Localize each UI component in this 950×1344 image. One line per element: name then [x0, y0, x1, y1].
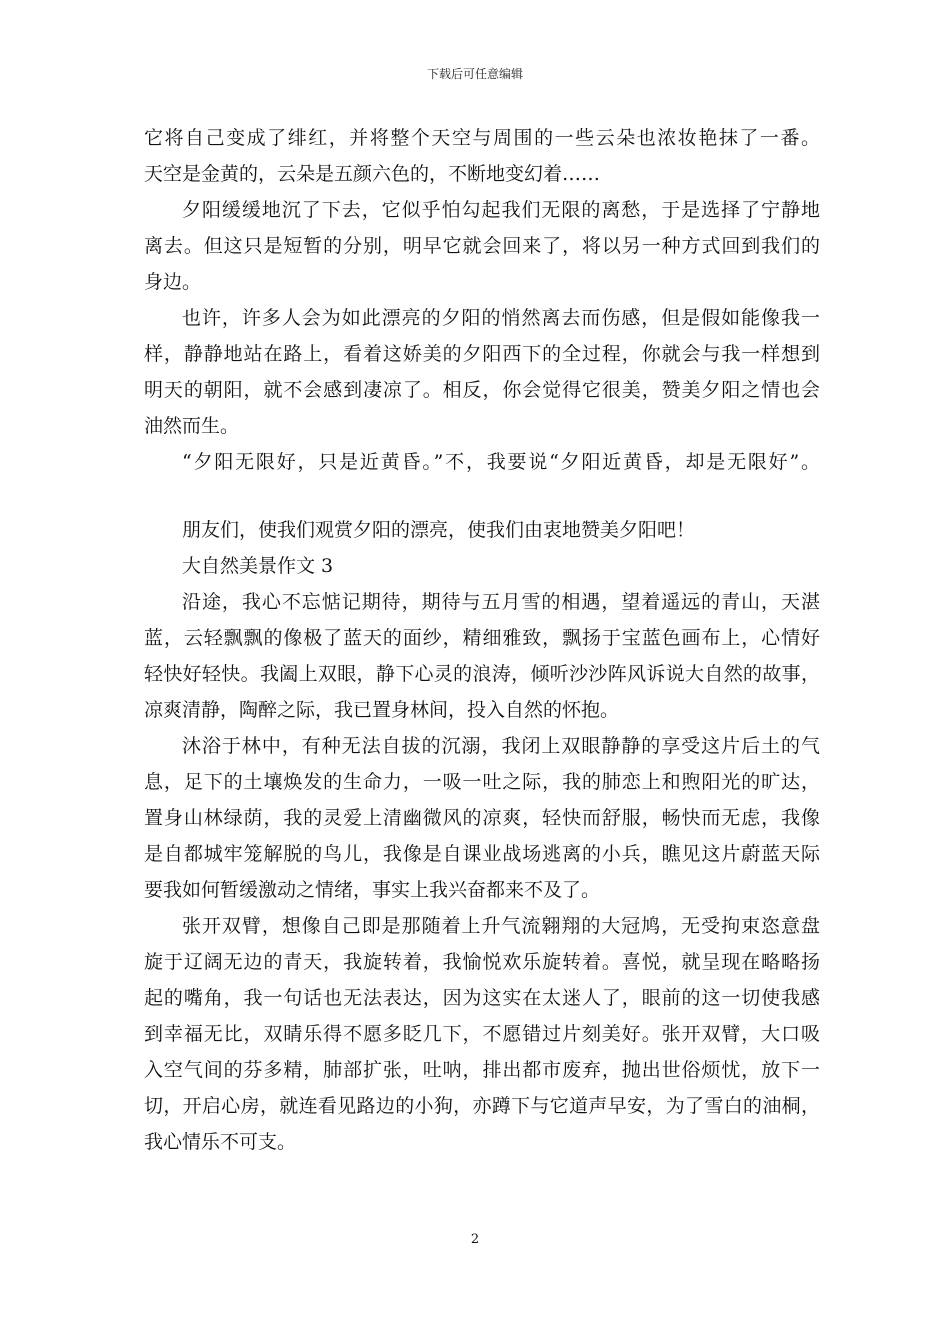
- page-header: 下载后可任意编辑: [426, 67, 523, 81]
- text-line: 也许，许多人会为如此漂亮的夕阳的悄然离去而伤感，但是假如能像我一: [182, 307, 820, 329]
- text-line: 我心情乐不可支。: [144, 1131, 297, 1153]
- text-line: 身边。: [144, 271, 202, 293]
- text-line: 是自都城牢笼解脱的鸟儿，我像是自课业战场逃离的小兵，瞧见这片蔚蓝天际: [144, 843, 820, 865]
- text-line: 样，静静地站在路上，看着这娇美的夕阳西下的全过程，你就会与我一样想到: [144, 343, 820, 365]
- text-line: 夕阳缓缓地沉了下去，它似乎怕勾起我们无限的离愁，于是选择了宁静地: [182, 199, 820, 221]
- section-title: 大自然美景作文 3: [182, 555, 334, 577]
- text-line: 置身山林绿荫，我的灵爱上清幽微风的凉爽，轻快而舒服，畅快而无虑，我像: [144, 807, 820, 829]
- text-line: 明天的朝阳，就不会感到凄凉了。相反，你会觉得它很美，赞美夕阳之情也会: [144, 379, 820, 401]
- text-line: 朋友们，使我们观赏夕阳的漂亮，使我们由衷地赞美夕阳吧！: [182, 519, 696, 541]
- text-line: 蓝，云轻飘飘的像极了蓝天的面纱，精细雅致，飘扬于宝蓝色画布上，心情好: [144, 627, 820, 649]
- text-line: 张开双臂，想像自己即是那随着上升气流翱翔的大冠鸠，无受拘束恣意盘: [182, 915, 820, 937]
- text-line: 它将自己变成了绯红，并将整个天空与周围的一些云朵也浓妆艳抹了一番。: [144, 127, 820, 149]
- text-line: 到幸福无比，双睛乐得不愿多眨几下，不愿错过片刻美好。张开双臂，大口吸: [144, 1023, 820, 1045]
- text-line: “夕阳无限好，只是近黄昏。”不，我要说“夕阳近黄昏，却是无限好”。: [182, 451, 820, 473]
- text-line: 沿途，我心不忘惦记期待，期待与五月雪的相遇，望着遥远的青山，天湛: [182, 591, 820, 613]
- paragraph-gap: [144, 480, 820, 512]
- text-line: 旋于辽阔无边的青天，我旋转着，我愉悦欢乐旋转着。喜悦，就呈现在略略扬: [144, 951, 820, 973]
- text-line: 离去。但这只是短暂的分别，明早它就会回来了，将以另一种方式回到我们的: [144, 235, 820, 257]
- text-line: 息，足下的土壤焕发的生命力，一吸一吐之际，我的肺恋上和煦阳光的旷达，: [144, 771, 820, 793]
- text-line: 起的嘴角，我一句话也无法表达，因为这实在太迷人了，眼前的这一切使我感: [144, 987, 820, 1009]
- text-line: 天空是金黄的，云朵是五颜六色的，不断地变幻着……: [144, 163, 601, 185]
- text-line: 凉爽清静，陶醉之际，我已置身林间，投入自然的怀抱。: [144, 699, 620, 721]
- document-body: [144, 120, 820, 1160]
- page-number: 2: [470, 1232, 480, 1247]
- text-line: 要我如何暂缓激动之情绪，事实上我兴奋都来不及了。: [144, 879, 601, 901]
- text-line: 入空气间的芬多精，肺部扩张，吐呐，排出都市废弃，抛出世俗烦忧，放下一: [144, 1059, 820, 1081]
- text-line: 切，开启心房，就连看见路边的小狗，亦蹲下与它道声早安，为了雪白的油桐，: [144, 1095, 820, 1117]
- text-line: 轻快好轻快。我阖上双眼，静下心灵的浪涛，倾听沙沙阵风诉说大自然的故事，: [144, 663, 820, 685]
- text-line: 沐浴于林中，有种无法自拔的沉溺，我闭上双眼静静的享受这片后土的气: [182, 735, 820, 757]
- text-line: 油然而生。: [144, 415, 240, 437]
